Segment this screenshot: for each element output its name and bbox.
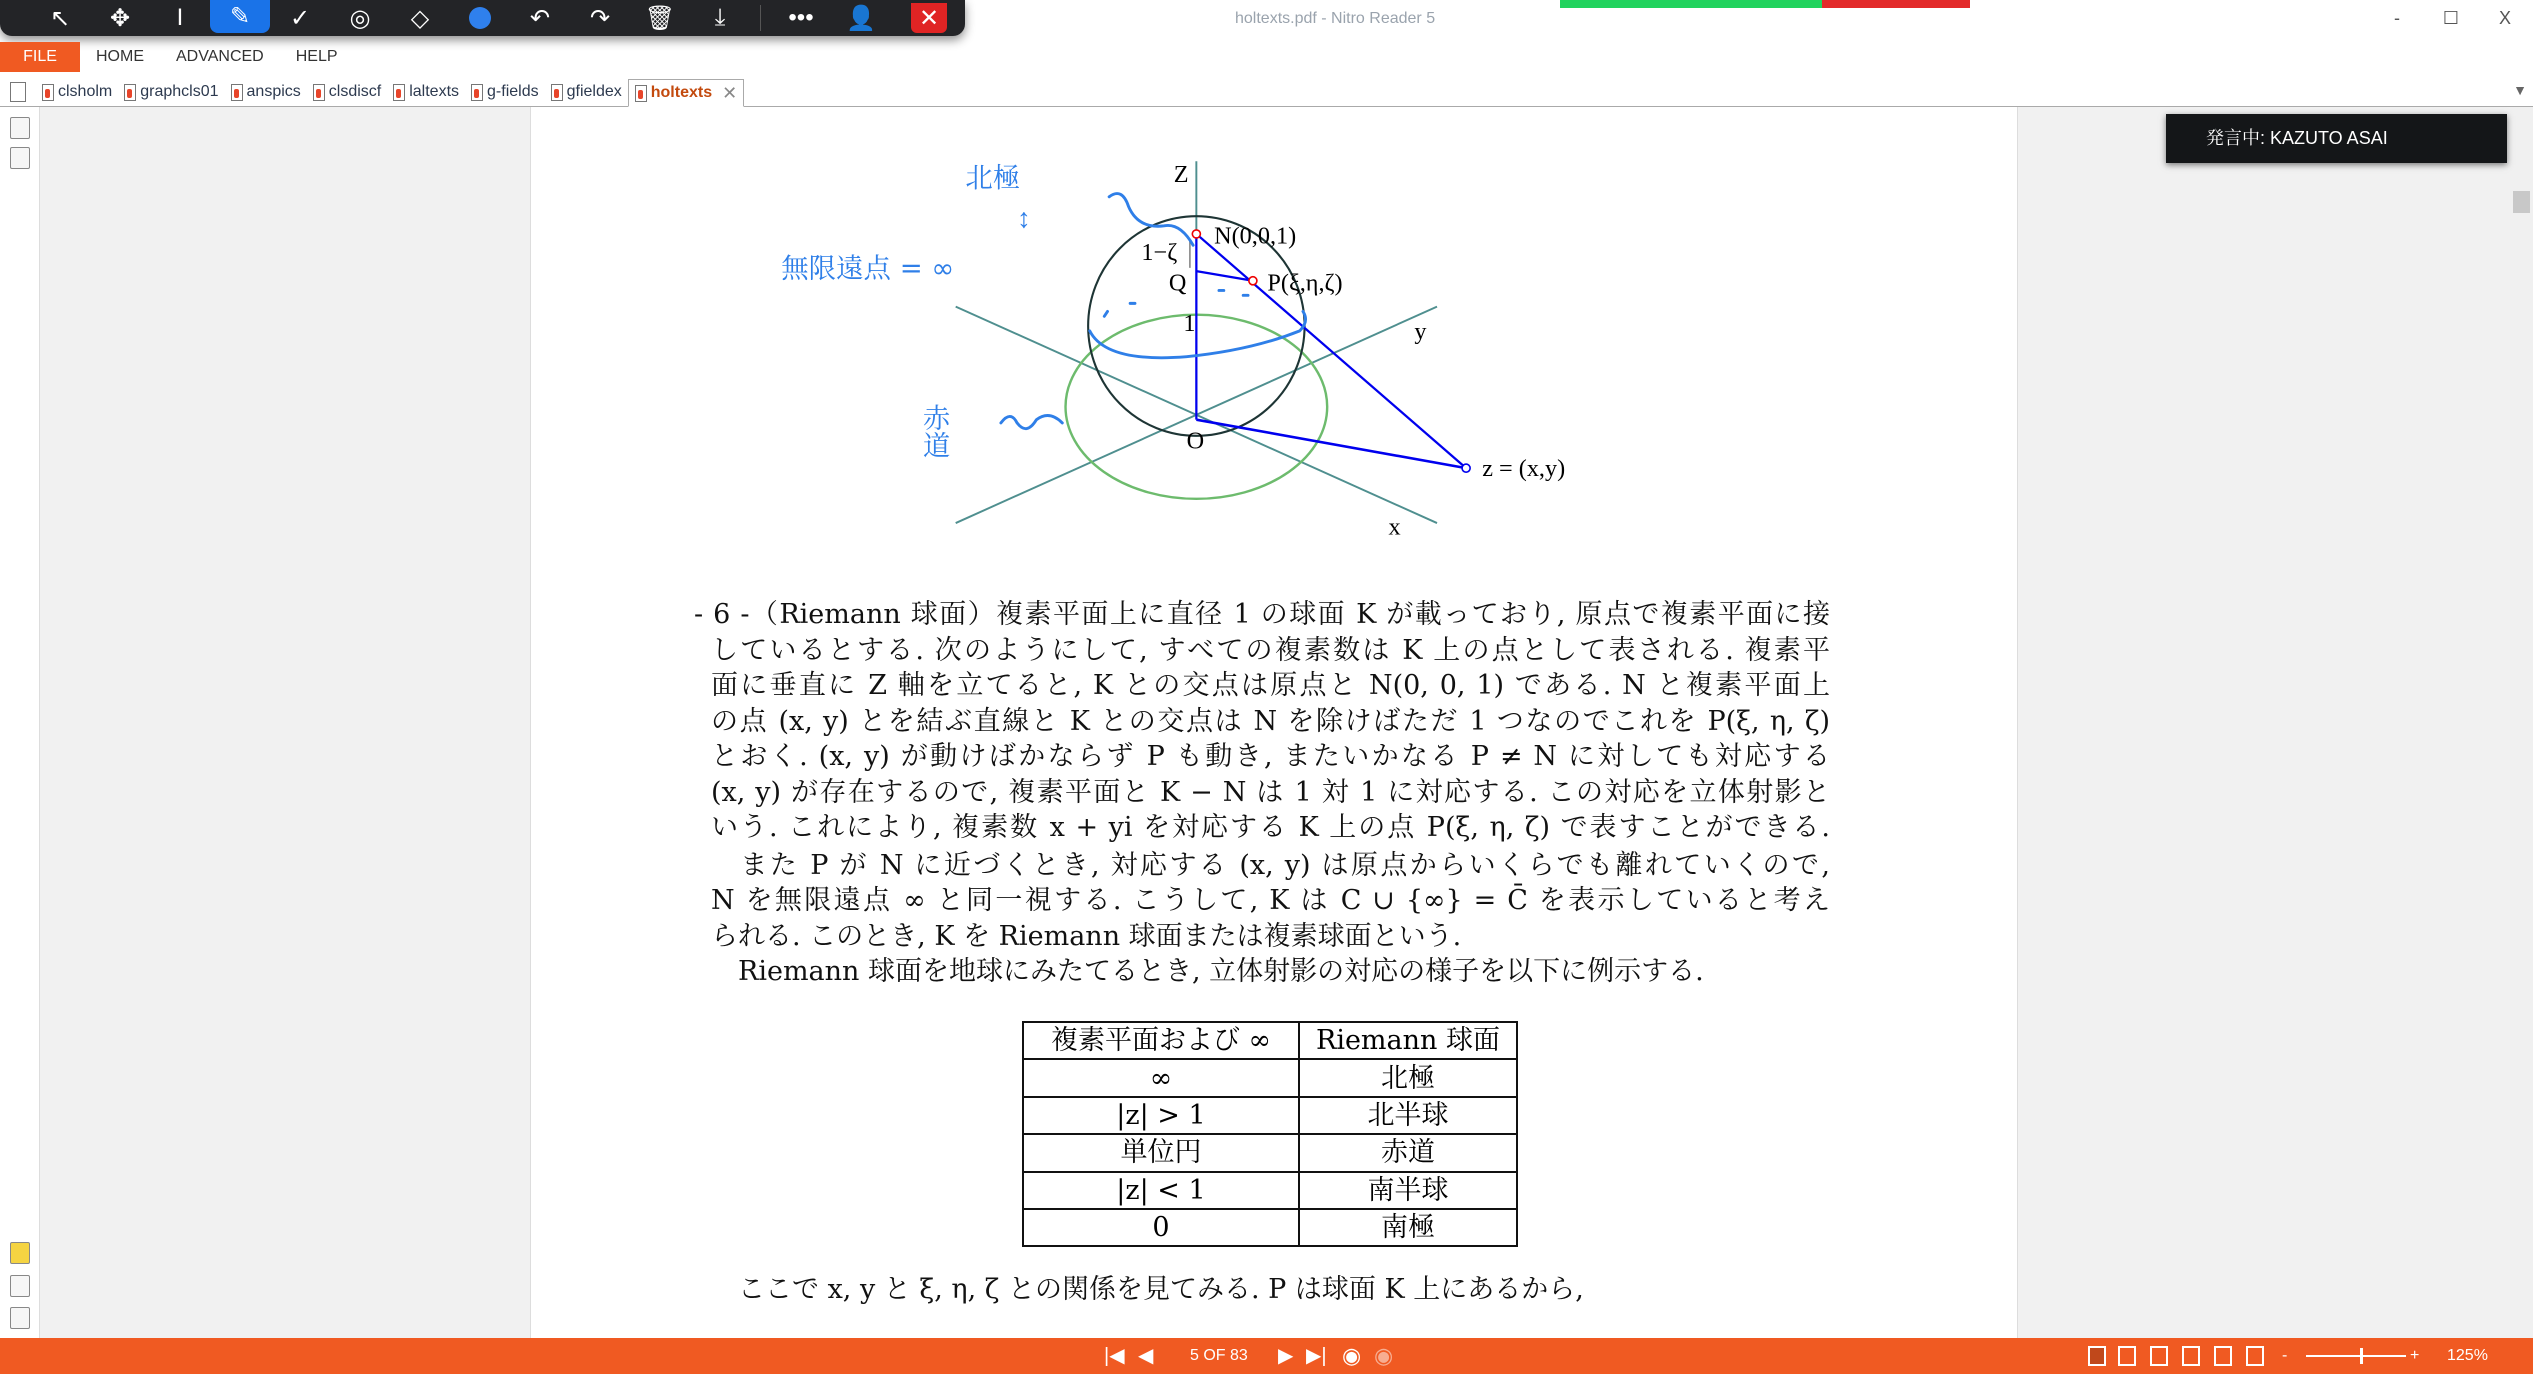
- left-sidebar: [0, 107, 40, 1338]
- tab-laltexts[interactable]: laltexts: [387, 78, 465, 106]
- body-line: ここで x, y と ξ, η, ζ との関係を見てみる. P は球面 K 上にあるから,: [711, 1274, 1584, 1305]
- annotation-toolbar: [0, 0, 965, 36]
- pdf-icon: [42, 84, 54, 101]
- q-label: Q: [1168, 269, 1187, 297]
- layers-icon[interactable]: [10, 1307, 30, 1329]
- handwriting-equator-curve: [1090, 311, 1306, 357]
- table-row: 0 南極: [1023, 1209, 1517, 1246]
- redo-icon[interactable]: ↷: [589, 4, 611, 32]
- body-line: しているとする. 次のようにして, すべての複素数は K 上の点として表される. 複素平: [711, 635, 1830, 666]
- north-label: N(0,0,1): [1214, 222, 1297, 250]
- one-label: 1: [1183, 309, 1196, 337]
- north-point: [1192, 230, 1200, 238]
- body-line: の点 (x, y) とを結ぶ直線と K との交点は N を除けばただ 1 つなのでこれを P(ξ, η, ζ): [711, 706, 1830, 737]
- first-page-icon[interactable]: |◀: [1104, 1345, 1125, 1367]
- scrollbar-thumb[interactable]: [2513, 191, 2530, 213]
- color-icon[interactable]: [450, 3, 510, 33]
- user-settings-icon[interactable]: 👤: [846, 4, 876, 32]
- minimize-button[interactable]: -: [2394, 8, 2400, 28]
- body-line: いう. これにより, 複素数 x + yi を対応する K 上の点 P(ξ, η, ζ) で表すことができる.: [711, 812, 1830, 843]
- facing-view-icon[interactable]: [2150, 1346, 2168, 1366]
- tabs-dropdown-icon[interactable]: ▼: [2513, 82, 2527, 98]
- origin-label: O: [1186, 427, 1205, 455]
- undo-icon[interactable]: ↶: [529, 4, 551, 32]
- close-button[interactable]: X: [2498, 8, 2511, 28]
- document-tabs: [0, 76, 2533, 107]
- handwriting-squiggle-north: [1109, 194, 1193, 246]
- pdf-icon: [124, 84, 136, 101]
- maximize-button[interactable]: ☐: [2442, 8, 2460, 28]
- table-row: 単位円 赤道: [1023, 1134, 1517, 1171]
- pdf-icon: [231, 84, 243, 101]
- menu-advanced[interactable]: ADVANCED: [176, 48, 264, 65]
- correspondence-table: [1022, 1021, 1518, 1247]
- window-title: holtexts.pdf - Nitro Reader 5: [1235, 10, 1436, 27]
- table-row: ∞ 北極: [1023, 1059, 1517, 1096]
- z-point: [1462, 464, 1470, 472]
- select-icon[interactable]: ↖: [49, 4, 71, 32]
- tab-clsdiscf[interactable]: clsdiscf: [307, 78, 387, 106]
- body-line: また P が N に近づくとき, 対応する (x, y) は原点からいくらでも離れていくので,: [711, 850, 1830, 881]
- facing-continuous-view-icon[interactable]: [2182, 1346, 2200, 1366]
- body-line: Riemann 球面を地球にみたてるとき, 立体射影の対応の様子を以下に例示する.: [711, 956, 1704, 987]
- y-label: y: [1414, 317, 1427, 345]
- p-label: P(ξ,η,ζ): [1267, 269, 1343, 297]
- origin-to-z-line: [1196, 420, 1466, 468]
- pdf-icon: [635, 85, 647, 102]
- previous-page-icon[interactable]: ◀: [1138, 1345, 1154, 1367]
- next-page-icon[interactable]: ▶: [1278, 1345, 1294, 1367]
- tab-g-fields[interactable]: g-fields: [465, 78, 545, 106]
- body-line: (x, y) が存在するので, 複素平面と K − N は 1 対 1 に対応する. この対応を立体射影と: [711, 777, 1830, 808]
- meeting-status-bar: [1560, 0, 1970, 8]
- zoom-slider-handle[interactable]: [2360, 1348, 2363, 1364]
- text-cursor-icon[interactable]: I: [176, 4, 184, 31]
- tab-list-icon[interactable]: [0, 78, 36, 106]
- divider: [760, 5, 761, 31]
- status-bar: [0, 1338, 2533, 1374]
- comments-icon[interactable]: [10, 1242, 30, 1264]
- viewer-background: [40, 107, 530, 1338]
- body-line: N を無限遠点 ∞ と同一視する. こうして, K は C ∪ {∞} = C̄ を表示していると考え: [711, 885, 1830, 916]
- menu-home[interactable]: HOME: [96, 48, 144, 65]
- menu-bar: [0, 42, 354, 72]
- body-line: 面に垂直に Z 軸を立てると, K との交点は原点と N(0, 0, 1) である. N と複素平面上: [711, 670, 1830, 701]
- body-line: られる. このとき, K を Riemann 球面または複素球面という.: [711, 921, 1462, 952]
- table-header-row: 複素平面および ∞ Riemann 球面: [1023, 1022, 1517, 1059]
- fullscreen-view-icon[interactable]: [2246, 1346, 2264, 1366]
- attachments-icon[interactable]: [10, 1275, 30, 1297]
- zoom-out-button[interactable]: -: [2282, 1347, 2288, 1364]
- table-row: |z| > 1 北半球: [1023, 1097, 1517, 1134]
- eraser-icon[interactable]: ◇: [410, 4, 430, 32]
- handwriting-equator: 赤道: [917, 403, 949, 459]
- presentation-view-icon[interactable]: [2214, 1346, 2232, 1366]
- tab-anspics[interactable]: anspics: [225, 78, 307, 106]
- move-icon[interactable]: ✥: [109, 4, 131, 32]
- zoom-slider[interactable]: [2306, 1355, 2406, 1357]
- menu-file[interactable]: FILE: [0, 42, 80, 72]
- speaking-indicator: 発言中: KAZUTO ASAI: [2166, 114, 2507, 163]
- close-tab-icon[interactable]: ✕: [722, 82, 738, 103]
- single-page-view-icon[interactable]: [2088, 1346, 2106, 1366]
- forward-view-icon[interactable]: ◉: [1374, 1343, 1394, 1368]
- table-row: |z| < 1 南半球: [1023, 1172, 1517, 1209]
- zoom-in-button[interactable]: +: [2410, 1347, 2420, 1364]
- p-point: [1249, 277, 1257, 285]
- one-minus-zeta-label: 1−ζ: [1141, 238, 1178, 266]
- handwriting-squiggle-equator: [1001, 416, 1062, 429]
- more-icon[interactable]: •••: [788, 4, 814, 31]
- tab-graphcls01[interactable]: graphcls01: [118, 78, 224, 106]
- tab-holtexts[interactable]: holtexts ✕: [628, 79, 744, 107]
- pages-icon[interactable]: [10, 117, 30, 139]
- bookmarks-icon[interactable]: [10, 147, 30, 169]
- tab-clsholm[interactable]: clsholm: [36, 78, 118, 106]
- handwriting-updown: ↕: [1017, 203, 1031, 234]
- page-indicator[interactable]: 5 OF 83: [1190, 1347, 1248, 1364]
- vertical-scrollbar[interactable]: [2510, 107, 2533, 1338]
- body-line: - 6 -（Riemann 球面）複素平面上に直径 1 の球面 K が載っており, 原点で複素平面に接: [694, 599, 1830, 630]
- download-icon[interactable]: ⤓: [714, 4, 726, 31]
- handwriting-north-pole: 北極: [965, 163, 1021, 195]
- check-icon[interactable]: ✓: [289, 4, 311, 32]
- zoom-level[interactable]: 125%: [2447, 1347, 2488, 1364]
- viewer-background: [2017, 107, 2510, 1338]
- x-label: x: [1388, 513, 1401, 541]
- last-page-icon[interactable]: ▶|: [1306, 1345, 1327, 1367]
- trash-icon[interactable]: 🗑: [644, 4, 676, 32]
- tab-gfieldex[interactable]: gfieldex: [545, 78, 628, 106]
- menu-help[interactable]: HELP: [295, 48, 338, 65]
- z-axis-label: Z: [1173, 161, 1189, 189]
- pdf-icon: [471, 84, 483, 101]
- stamp-icon[interactable]: ◎: [349, 4, 371, 32]
- riemann-sphere-diagram: [781, 145, 1647, 549]
- handwriting-infinity: 無限遠点 = ∞: [781, 253, 955, 285]
- pen-icon[interactable]: ✎: [210, 0, 270, 33]
- body-line: とおく. (x, y) が動けばかならず P も動き, またいかなる P ≠ N に対しても対応する: [711, 741, 1830, 772]
- z-point-label: z = (x,y): [1482, 455, 1566, 483]
- pdf-icon: [393, 84, 405, 101]
- pdf-icon: [313, 84, 325, 101]
- pdf-icon: [551, 84, 563, 101]
- continuous-view-icon[interactable]: [2118, 1346, 2136, 1366]
- close-toolbar-button[interactable]: ✕: [911, 3, 947, 33]
- back-view-icon[interactable]: ◉: [1342, 1343, 1362, 1368]
